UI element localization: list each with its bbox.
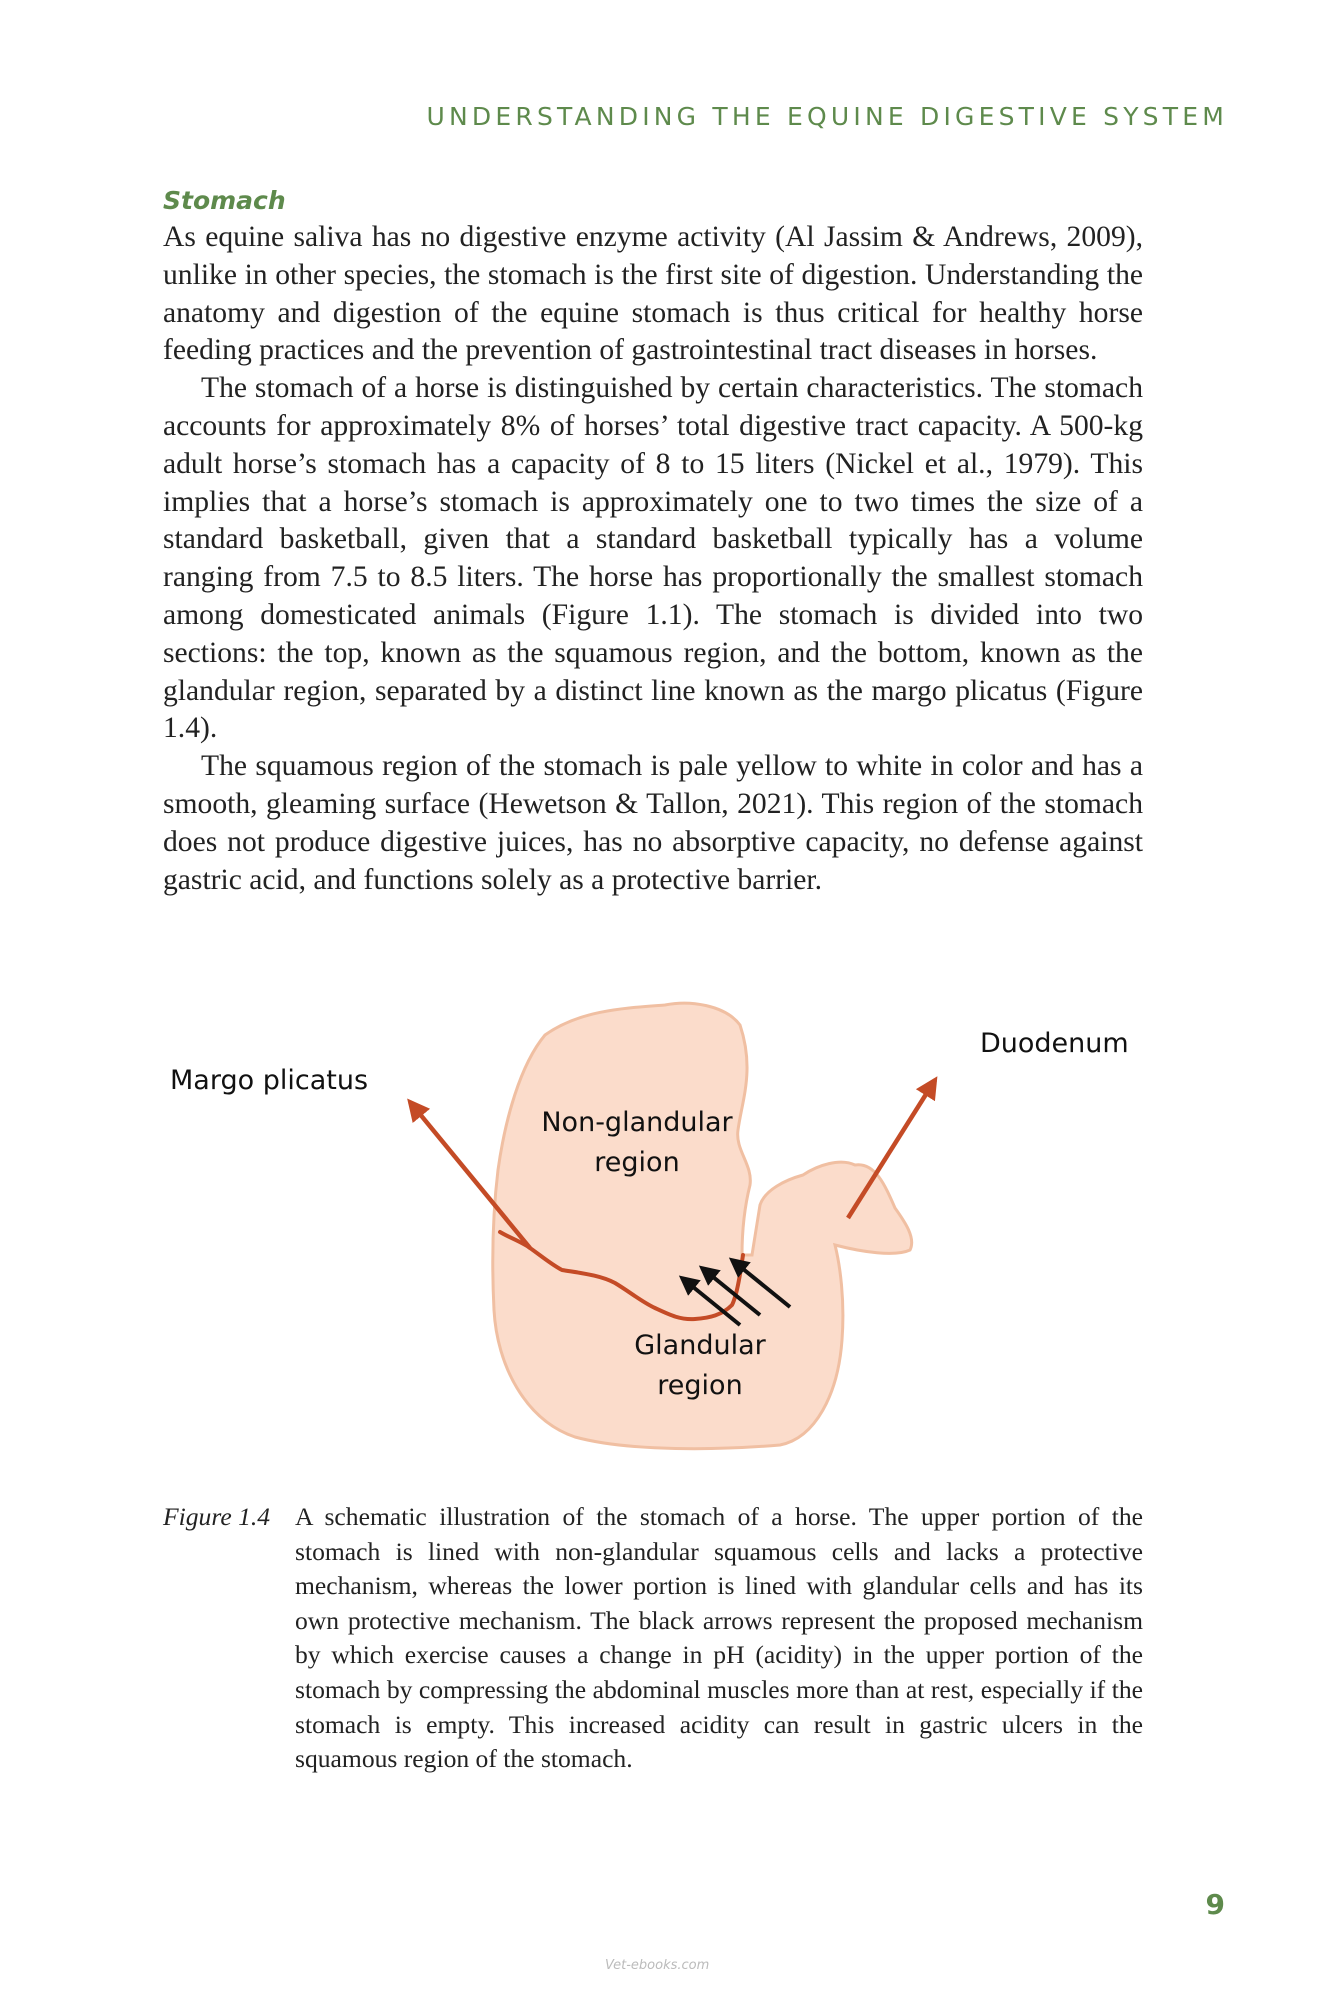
glandular-line-1: Glandular bbox=[634, 1330, 766, 1361]
section-heading: Stomach bbox=[163, 186, 286, 215]
paragraph: The squamous region of the stomach is pale yellow to white in color and has a smooth, gleaming surface (Hewetson & Tallon, 2021). This region of the stomach does not produce digestive juices, has no absorptive capacity, no defense against gastric acid, and functions solely as a protective barrier. bbox=[163, 750, 1143, 896]
caption-text: A schematic illustration of the stomach of a horse. The upper portion of the stomach is lined with non-glandular squamous cells and lacks a protective mechanism, whereas the lower portion is lined with glandular cells and has its own protective mechanism. The black arrows represent the proposed mechanism by which exercise causes a change in pH (acidity) in the upper portion of the stomach by compressing the abdominal muscles more than at rest, especially if the stomach is empty. This increased acidity can result in gastric ulcers in the squamous region of the stomach. bbox=[295, 1502, 1143, 1774]
figure-caption bbox=[163, 1500, 1143, 1777]
caption-label: Figure 1.4 bbox=[163, 1502, 271, 1531]
paragraph: As equine saliva has no digestive enzyme activity (Al Jassim & Andrews, 2009), unlike in other species, the stomach is the first site of digestion. Understanding the anatomy and digestion of the equine stomach is thus critical for healthy horse feeding practices and the prevention of gastrointestinal tract diseases in horses. bbox=[163, 221, 1143, 367]
margo-plicatus-label: Margo plicatus bbox=[170, 1065, 369, 1096]
body-text bbox=[163, 219, 1143, 899]
watermark: Vet-ebooks.com bbox=[605, 1958, 710, 1973]
non-glandular-region-label bbox=[512, 1103, 762, 1183]
running-head: UNDERSTANDING THE EQUINE DIGESTIVE SYSTEM bbox=[426, 102, 1228, 131]
page-number: 9 bbox=[1205, 1888, 1225, 1921]
paragraph: The stomach of a horse is distinguished by certain characteristics. The stomach accounts for approximately 8% of horses’ total digestive tract capacity. A 500-kg adult horse’s stomach has a capacity of 8 to 15 liters (Nickel et al., 1979). This implies that a horse’s stomach is approximately one to two times the size of a standard basketball, given that a standard basketball typically has a volume ranging from 7.5 to 8.5 liters. The horse has proportionally the smallest stomach among domesticated animals (Figure 1.1). The stomach is divided into two sections: the top, known as the squamous region, and the bottom, known as the glandular region, separated by a distinct line known as the margo plicatus (Figure 1.4). bbox=[163, 372, 1143, 745]
stomach-figure bbox=[0, 980, 1333, 1480]
non-glandular-line-2: region bbox=[594, 1147, 680, 1178]
glandular-line-2: region bbox=[657, 1370, 743, 1401]
duodenum-label: Duodenum bbox=[980, 1028, 1129, 1059]
non-glandular-line-1: Non-glandular bbox=[541, 1107, 733, 1138]
glandular-region-label bbox=[575, 1326, 825, 1406]
